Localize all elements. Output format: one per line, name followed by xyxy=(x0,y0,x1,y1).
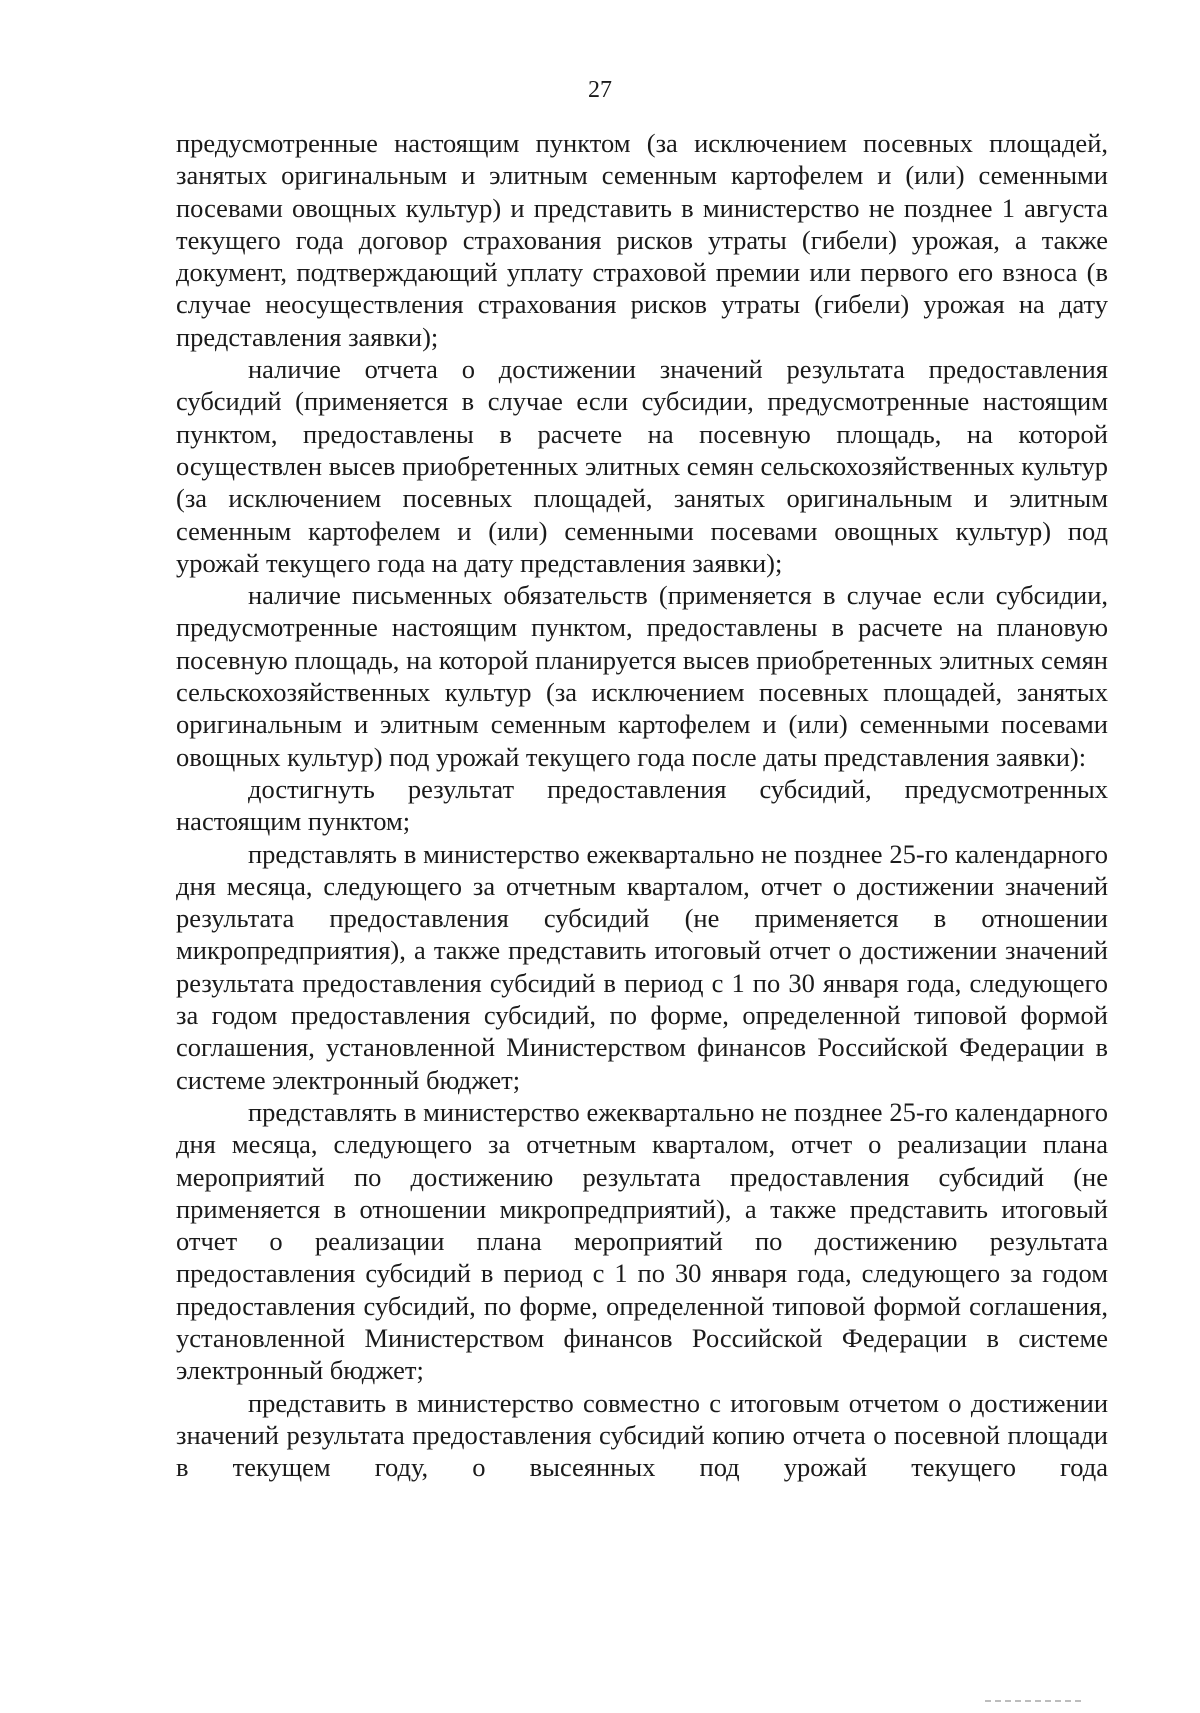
paragraph: представить в министерство совместно с итоговым отчетом о достижении значений результата предоставления субсидий копию отчета о посевной площади в текущем году, о высеянных под урожай текущего года xyxy=(176,1387,1108,1483)
paragraph: достигнуть результат предоставления субсидий, предусмотренных настоящим пунктом; xyxy=(176,773,1108,837)
scan-artifact xyxy=(985,1700,1085,1702)
document-body xyxy=(176,127,1108,1483)
page-number: 27 xyxy=(588,77,612,103)
paragraph: представлять в министерство ежеквартально не позднее 25-го календарного дня месяца, следующего за отчетным кварталом, отчет о реализации плана мероприятий по достижению результата предоставления субсидий (не применяется в отношении микропредприятий), а также представить итоговый отчет о реализации плана мероприятий по достижению результата предоставления субсидий в период с 1 по 30 января года, следующего за годом предоставления субсидий, по форме, определенной типовой формой соглашения, установленной Министерством финансов Российской Федерации в системе электронный бюджет; xyxy=(176,1096,1108,1386)
paragraph: предусмотренные настоящим пунктом (за исключением посевных площадей, занятых оригинальным и элитным семенным картофелем и (или) семенными посевами овощных культур) и представить в министерство не позднее 1 августа текущего года договор страхования рисков утраты (гибели) урожая, а также документ, подтверждающий уплату страховой премии или первого его взноса (в случае неосуществления страхования рисков утраты (гибели) урожая на дату представления заявки); xyxy=(176,128,1108,352)
paragraph: представлять в министерство ежеквартально не позднее 25-го календарного дня месяца, следующего за отчетным кварталом, отчет о достижении значений результата предоставления субсидий (не применяется в отношении микропредприятия), а также представить итоговый отчет о достижении значений результата предоставления субсидий в период с 1 по 30 января года, следующего за годом предоставления субсидий, по форме, определенной типовой формой соглашения, установленной Министерством финансов Российской Федерации в системе электронный бюджет; xyxy=(176,838,1108,1095)
paragraph: наличие письменных обязательств (применяется в случае если субсидии, предусмотренные настоящим пунктом, предоставлены в расчете на плановую посевную площадь, на которой планируется высев приобретенных элитных семян сельскохозяйственных культур (за исключением посевных площадей, занятых оригинальным и элитным семенным картофелем и (или) семенными посевами овощных культур) под урожай текущего года после даты представления заявки): xyxy=(176,580,1108,772)
paragraph: наличие отчета о достижении значений результата предоставления субсидий (применяется в случае если субсидии, предусмотренные настоящим пунктом, предоставлены в расчете на посевную площадь, на которой осуществлен высев приобретенных элитных семян сельскохозяйственных культур (за исключением посевных площадей, занятых оригинальным и элитным семенным картофелем и (или) семенными посевами овощных культур) под урожай текущего года на дату представления заявки); xyxy=(176,354,1108,578)
